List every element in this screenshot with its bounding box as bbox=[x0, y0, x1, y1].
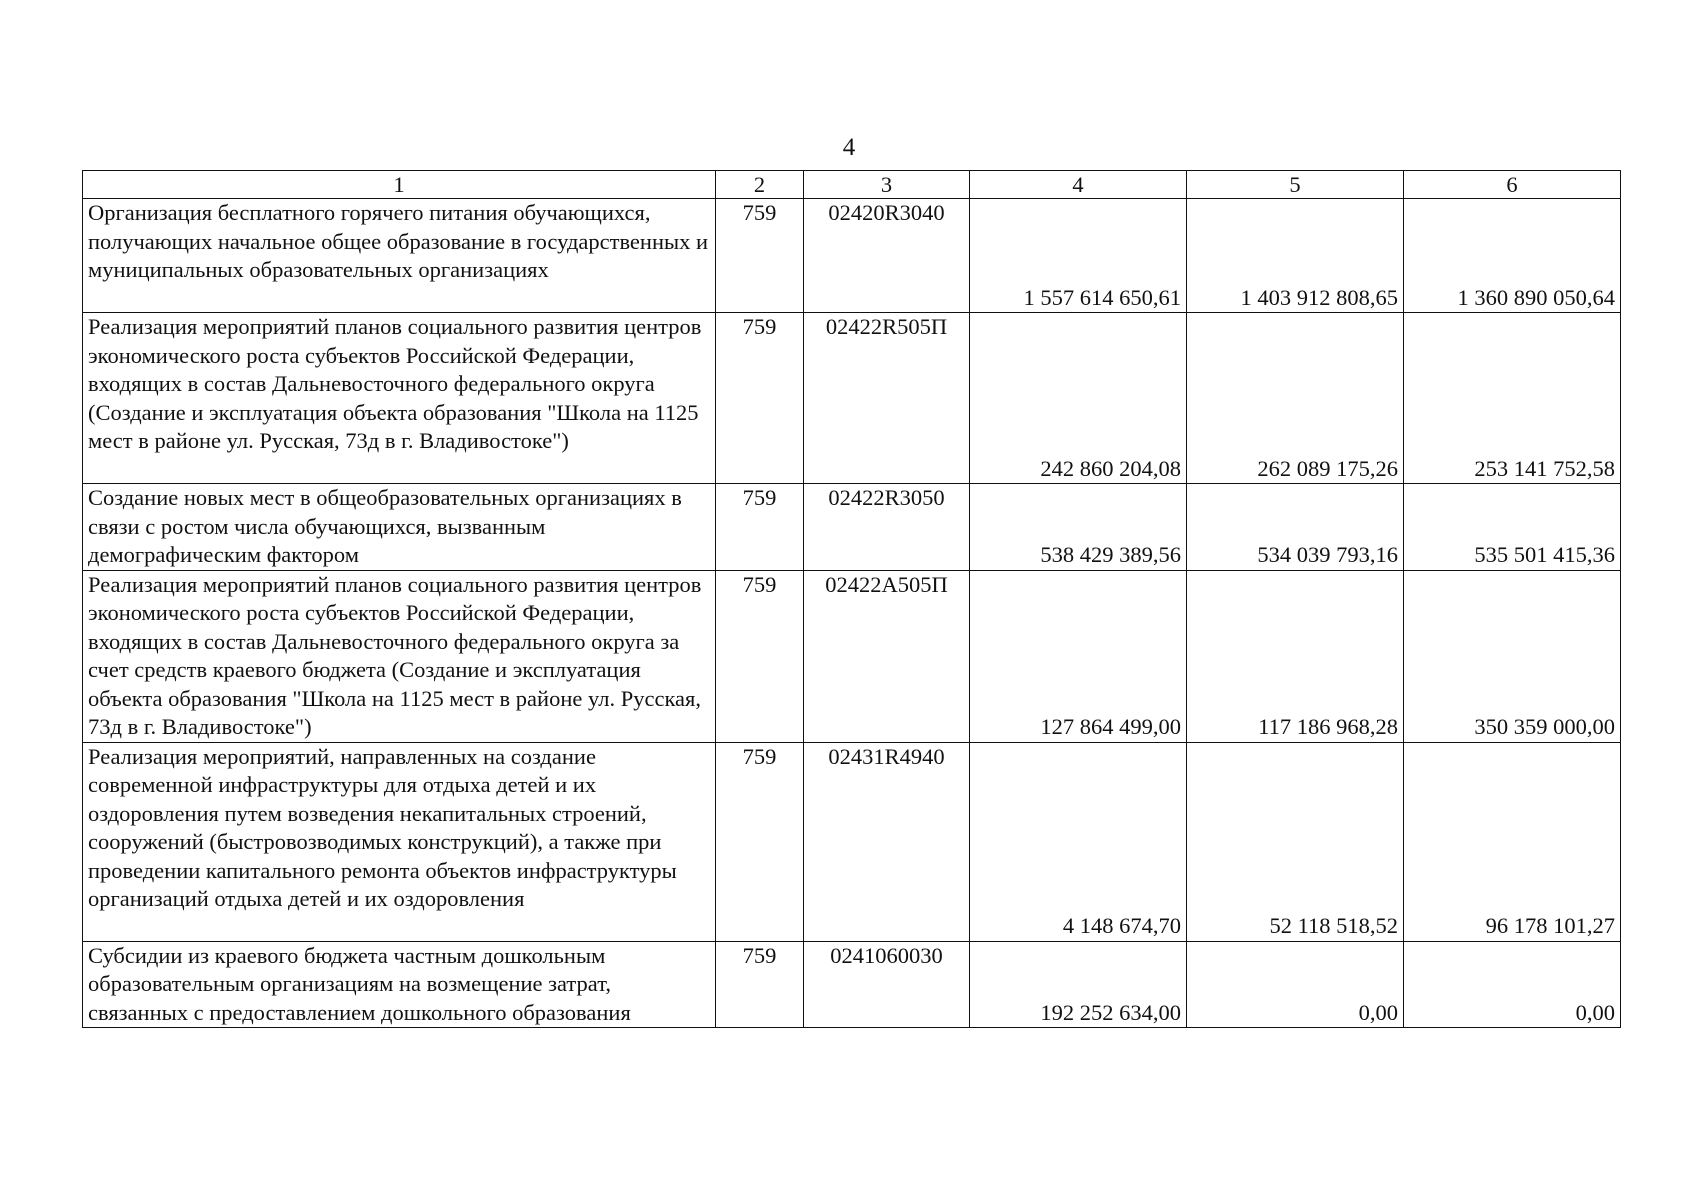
column-header: 5 bbox=[1187, 171, 1404, 199]
row-grbs: 759 bbox=[716, 570, 804, 742]
row-grbs: 759 bbox=[716, 941, 804, 1028]
table-row bbox=[83, 484, 1621, 571]
row-amount-6: 535 501 415,36 bbox=[1404, 484, 1621, 571]
row-amount-5: 534 039 793,16 bbox=[1187, 484, 1404, 571]
row-amount-4: 242 860 204,08 bbox=[970, 313, 1187, 484]
table-row bbox=[83, 313, 1621, 484]
row-name: Реализация мероприятий, направленных на создание современной инфраструктуры для отдыха детей и их оздоровления путем возведения некапитальных строений, сооружений (быстровозводимых конструкций), а также при проведении капитального ремонта объектов инфраструктуры организаций отдыха детей и их оздоровления bbox=[83, 742, 716, 941]
column-header: 2 bbox=[716, 171, 804, 199]
row-amount-5: 1 403 912 808,65 bbox=[1187, 199, 1404, 313]
row-grbs: 759 bbox=[716, 313, 804, 484]
column-header: 6 bbox=[1404, 171, 1621, 199]
column-header: 4 bbox=[970, 171, 1187, 199]
budget-table bbox=[82, 170, 1621, 1028]
row-amount-6: 253 141 752,58 bbox=[1404, 313, 1621, 484]
row-amount-6: 96 178 101,27 bbox=[1404, 742, 1621, 941]
row-amount-4: 127 864 499,00 bbox=[970, 570, 1187, 742]
table-header-row bbox=[83, 171, 1621, 199]
row-grbs: 759 bbox=[716, 199, 804, 313]
row-code: 02422R3050 bbox=[804, 484, 970, 571]
row-code: 02422R505П bbox=[804, 313, 970, 484]
row-amount-5: 262 089 175,26 bbox=[1187, 313, 1404, 484]
row-grbs: 759 bbox=[716, 484, 804, 571]
row-amount-4: 192 252 634,00 bbox=[970, 941, 1187, 1028]
row-amount-4: 538 429 389,56 bbox=[970, 484, 1187, 571]
table-row bbox=[83, 570, 1621, 742]
column-header: 3 bbox=[804, 171, 970, 199]
row-amount-5: 0,00 bbox=[1187, 941, 1404, 1028]
column-header: 1 bbox=[83, 171, 716, 199]
row-code: 02420R3040 bbox=[804, 199, 970, 313]
row-amount-5: 52 118 518,52 bbox=[1187, 742, 1404, 941]
row-name: Субсидии из краевого бюджета частным дошкольным образовательным организациям на возмещение затрат, связанных с предоставлением дошкольного образования bbox=[83, 941, 716, 1028]
row-name: Реализация мероприятий планов социального развития центров экономического роста субъектов Российской Федерации, входящих в состав Дальневосточного федерального округа (Создание и эксплуатация объекта образования "Школа на 1125 мест в районе ул. Русская, 73д в г. Владивостоке") bbox=[83, 313, 716, 484]
row-amount-4: 4 148 674,70 bbox=[970, 742, 1187, 941]
table-row bbox=[83, 199, 1621, 313]
row-amount-6: 350 359 000,00 bbox=[1404, 570, 1621, 742]
row-grbs: 759 bbox=[716, 742, 804, 941]
row-code: 0241060030 bbox=[804, 941, 970, 1028]
row-name: Реализация мероприятий планов социального развития центров экономического роста субъектов Российской Федерации, входящих в состав Дальневосточного федерального округа за счет средств краевого бюджета (Создание и эксплуатация объекта образования "Школа на 1125 мест в районе ул. Русская, 73д в г. Владивостоке") bbox=[83, 570, 716, 742]
row-amount-4: 1 557 614 650,61 bbox=[970, 199, 1187, 313]
row-name: Создание новых мест в общеобразовательных организациях в связи с ростом числа обучающихся, вызванным демографическим фактором bbox=[83, 484, 716, 571]
row-code: 02431R4940 bbox=[804, 742, 970, 941]
row-name: Организация бесплатного горячего питания обучающихся, получающих начальное общее образование в государственных и муниципальных образовательных организациях bbox=[83, 199, 716, 313]
row-amount-6: 1 360 890 050,64 bbox=[1404, 199, 1621, 313]
table-row bbox=[83, 742, 1621, 941]
page-number: 4 bbox=[842, 134, 856, 161]
table-row bbox=[83, 941, 1621, 1028]
row-amount-5: 117 186 968,28 bbox=[1187, 570, 1404, 742]
row-amount-6: 0,00 bbox=[1404, 941, 1621, 1028]
row-code: 02422А505П bbox=[804, 570, 970, 742]
